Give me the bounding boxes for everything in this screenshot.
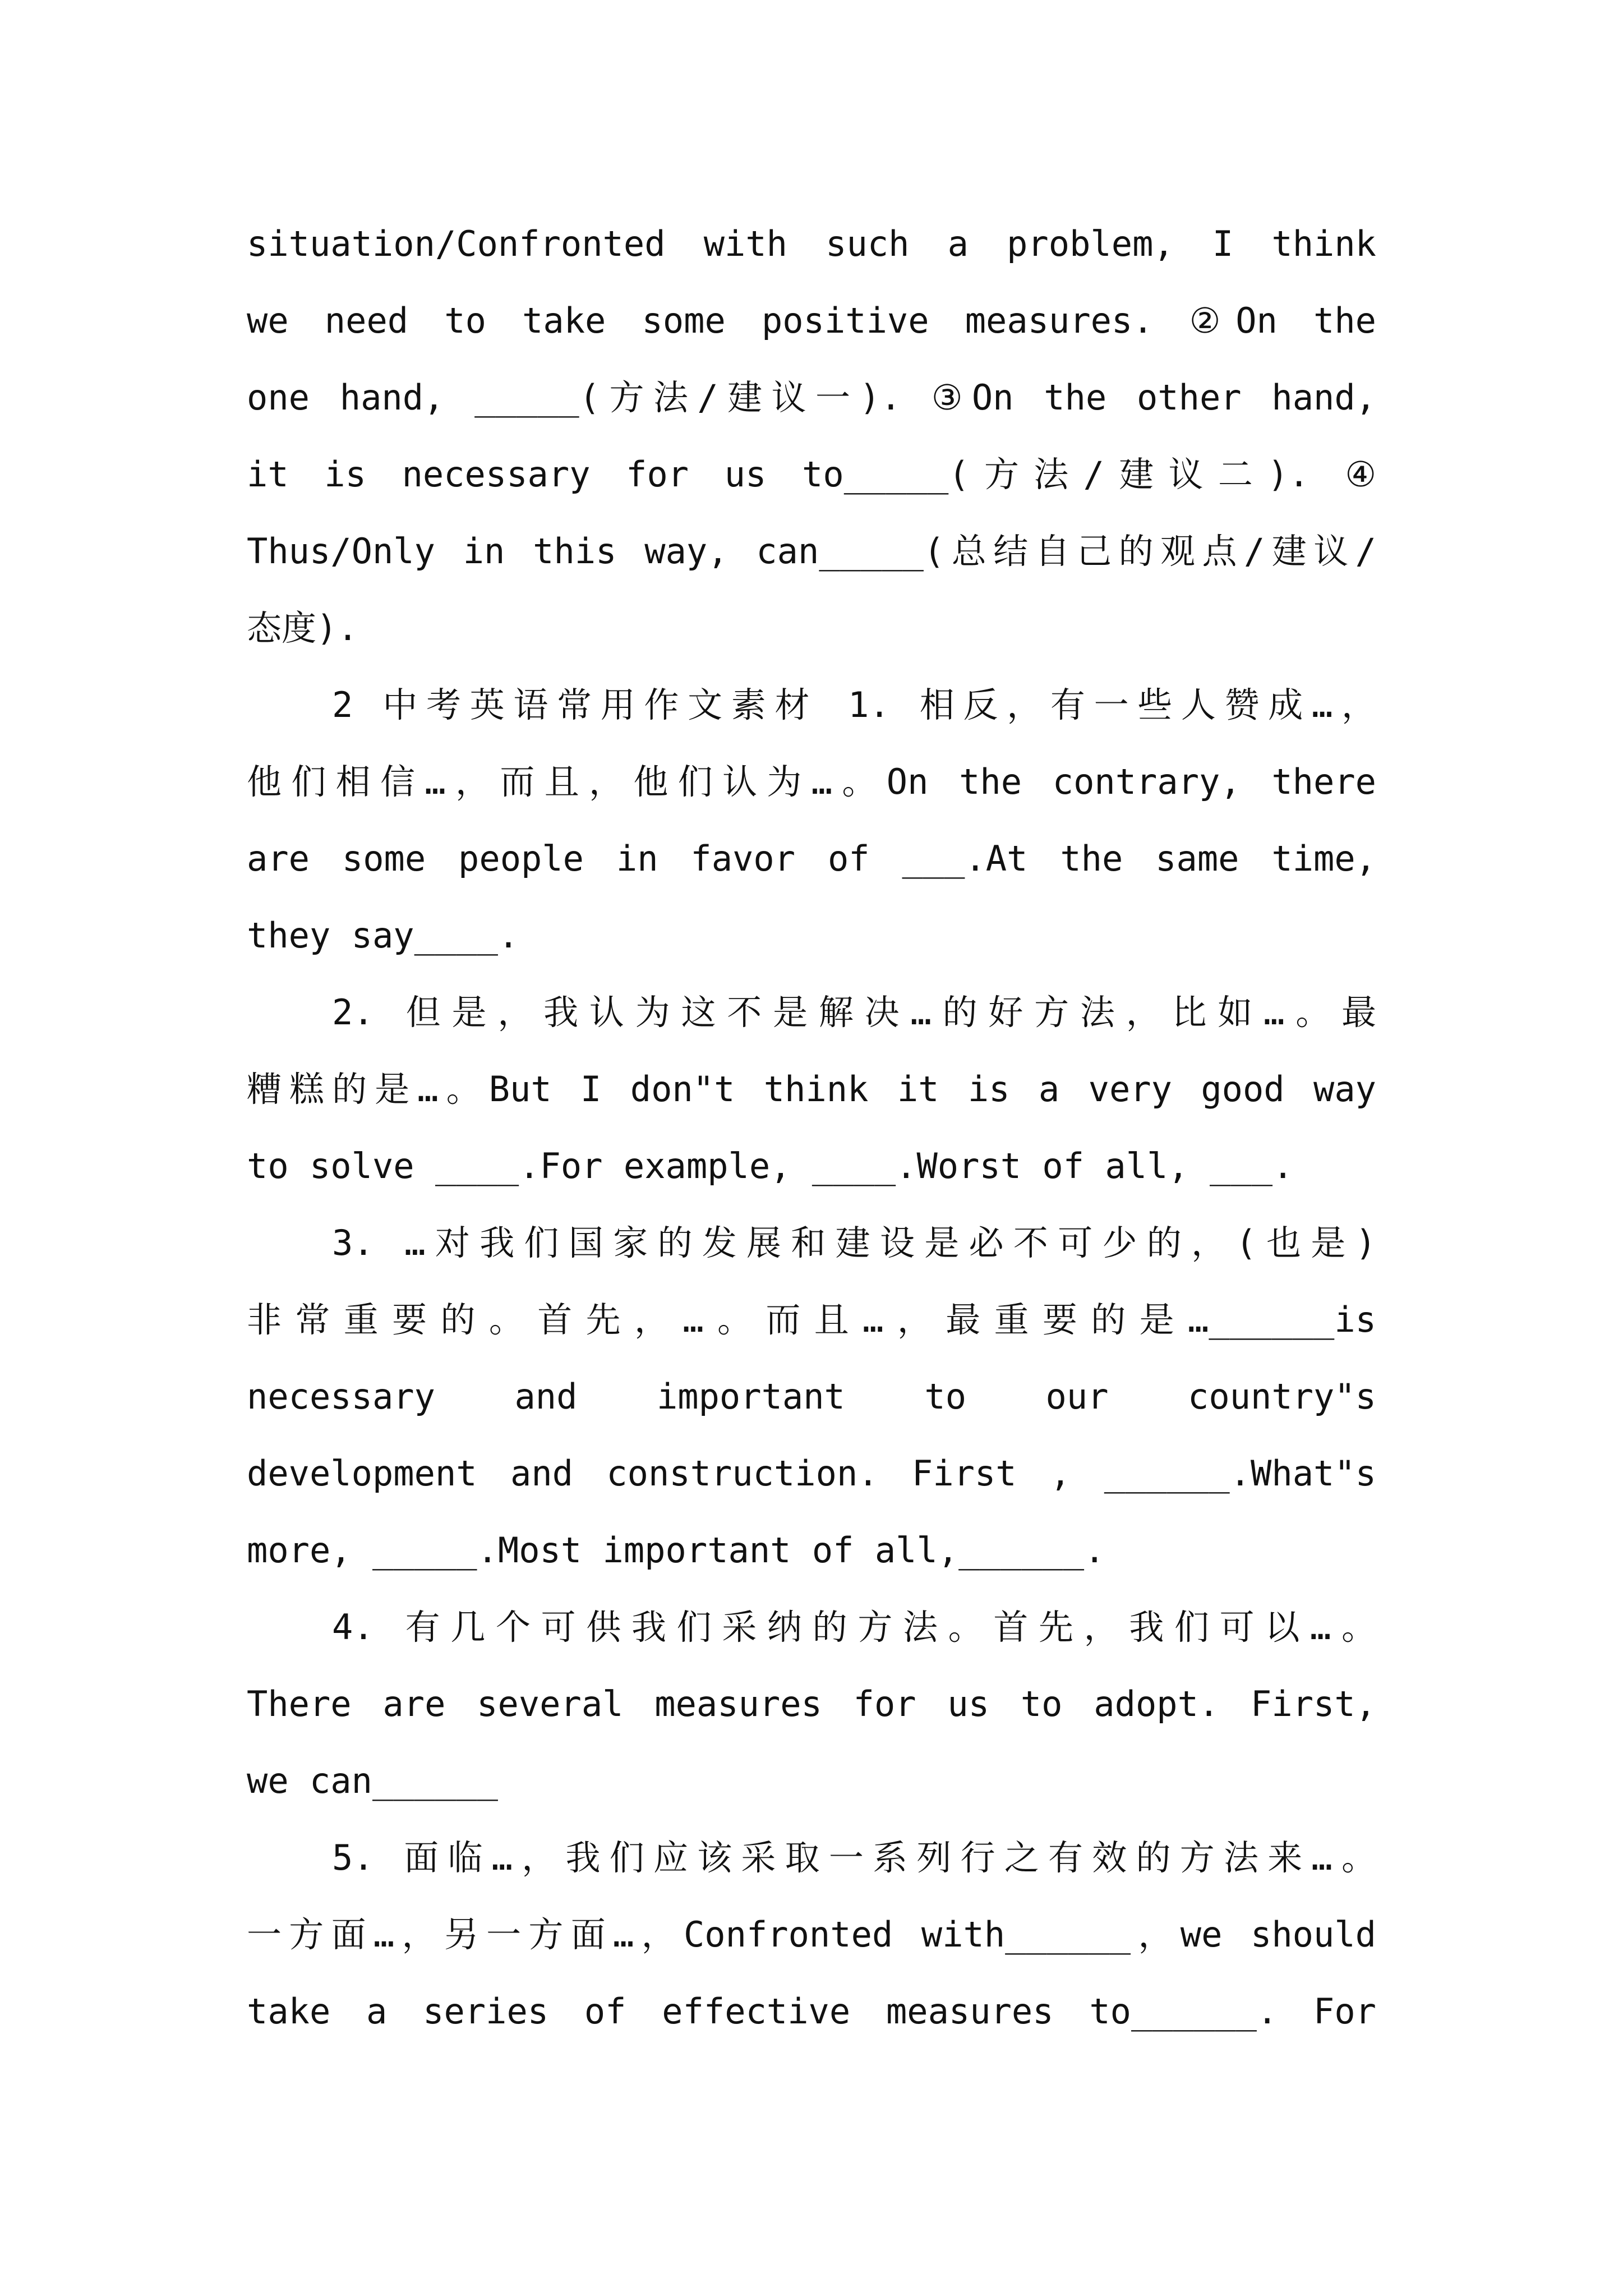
text-line: more, _____.Most important of all,______. <box>247 1530 1105 1571</box>
text-line: are some people in favor of ___.At the same time, <box>247 838 1376 879</box>
text-line: they say____. <box>247 915 519 956</box>
paragraph-first-line: 5. 面临…，我们应该采取一系列行之有效的方法来…。 <box>332 1837 1376 1878</box>
text-line: 非常重要的。首先，…。而且…，最重要的是…______is <box>247 1299 1376 1340</box>
text-line: 态度). <box>247 608 358 648</box>
paragraph-first-line: 2. 但是，我认为这不是解决…的好方法，比如…。最 <box>332 992 1376 1033</box>
text-line: take a series of effective measures to______. For <box>247 1991 1376 2032</box>
text-line: 他们相信…，而且，他们认为…。On the contrary, there <box>247 761 1376 802</box>
text-line: situation/Confronted with such a problem, I think <box>247 223 1376 264</box>
text-line: one hand, _____(方法/建议一). ③On the other hand, <box>247 377 1376 418</box>
text-line: to solve ____.For example, ____.Worst of all, ___. <box>247 1145 1294 1186</box>
text-line: There are several measures for us to adopt. First, <box>247 1683 1376 1724</box>
text-line: 一方面…，另一方面…，Confronted with______，we should <box>247 1914 1376 1955</box>
text-line: we need to take some positive measures. ②On the <box>247 300 1376 341</box>
text-line: development and construction. First , ______.What"s <box>247 1453 1376 1494</box>
text-line: we can______ <box>247 1760 498 1801</box>
text-line: it is necessary for us to_____(方法/建议二). ④ <box>247 454 1376 495</box>
text-line: Thus/Only in this way, can_____(总结自己的观点/建议/ <box>247 531 1376 572</box>
text-line: 糟糕的是…。But I don"t think it is a very good way <box>247 1069 1376 1110</box>
text-line: necessary and important to our country"s <box>247 1376 1376 1417</box>
paragraph-first-line: 4. 有几个可供我们采纳的方法。首先，我们可以…。 <box>332 1607 1376 1648</box>
paragraph-first-line: 3. …对我们国家的发展和建设是必不可少的，(也是) <box>332 1222 1376 1263</box>
paragraph-first-line: 2 中考英语常用作文素材 1. 相反，有一些人赞成…， <box>332 684 1376 725</box>
